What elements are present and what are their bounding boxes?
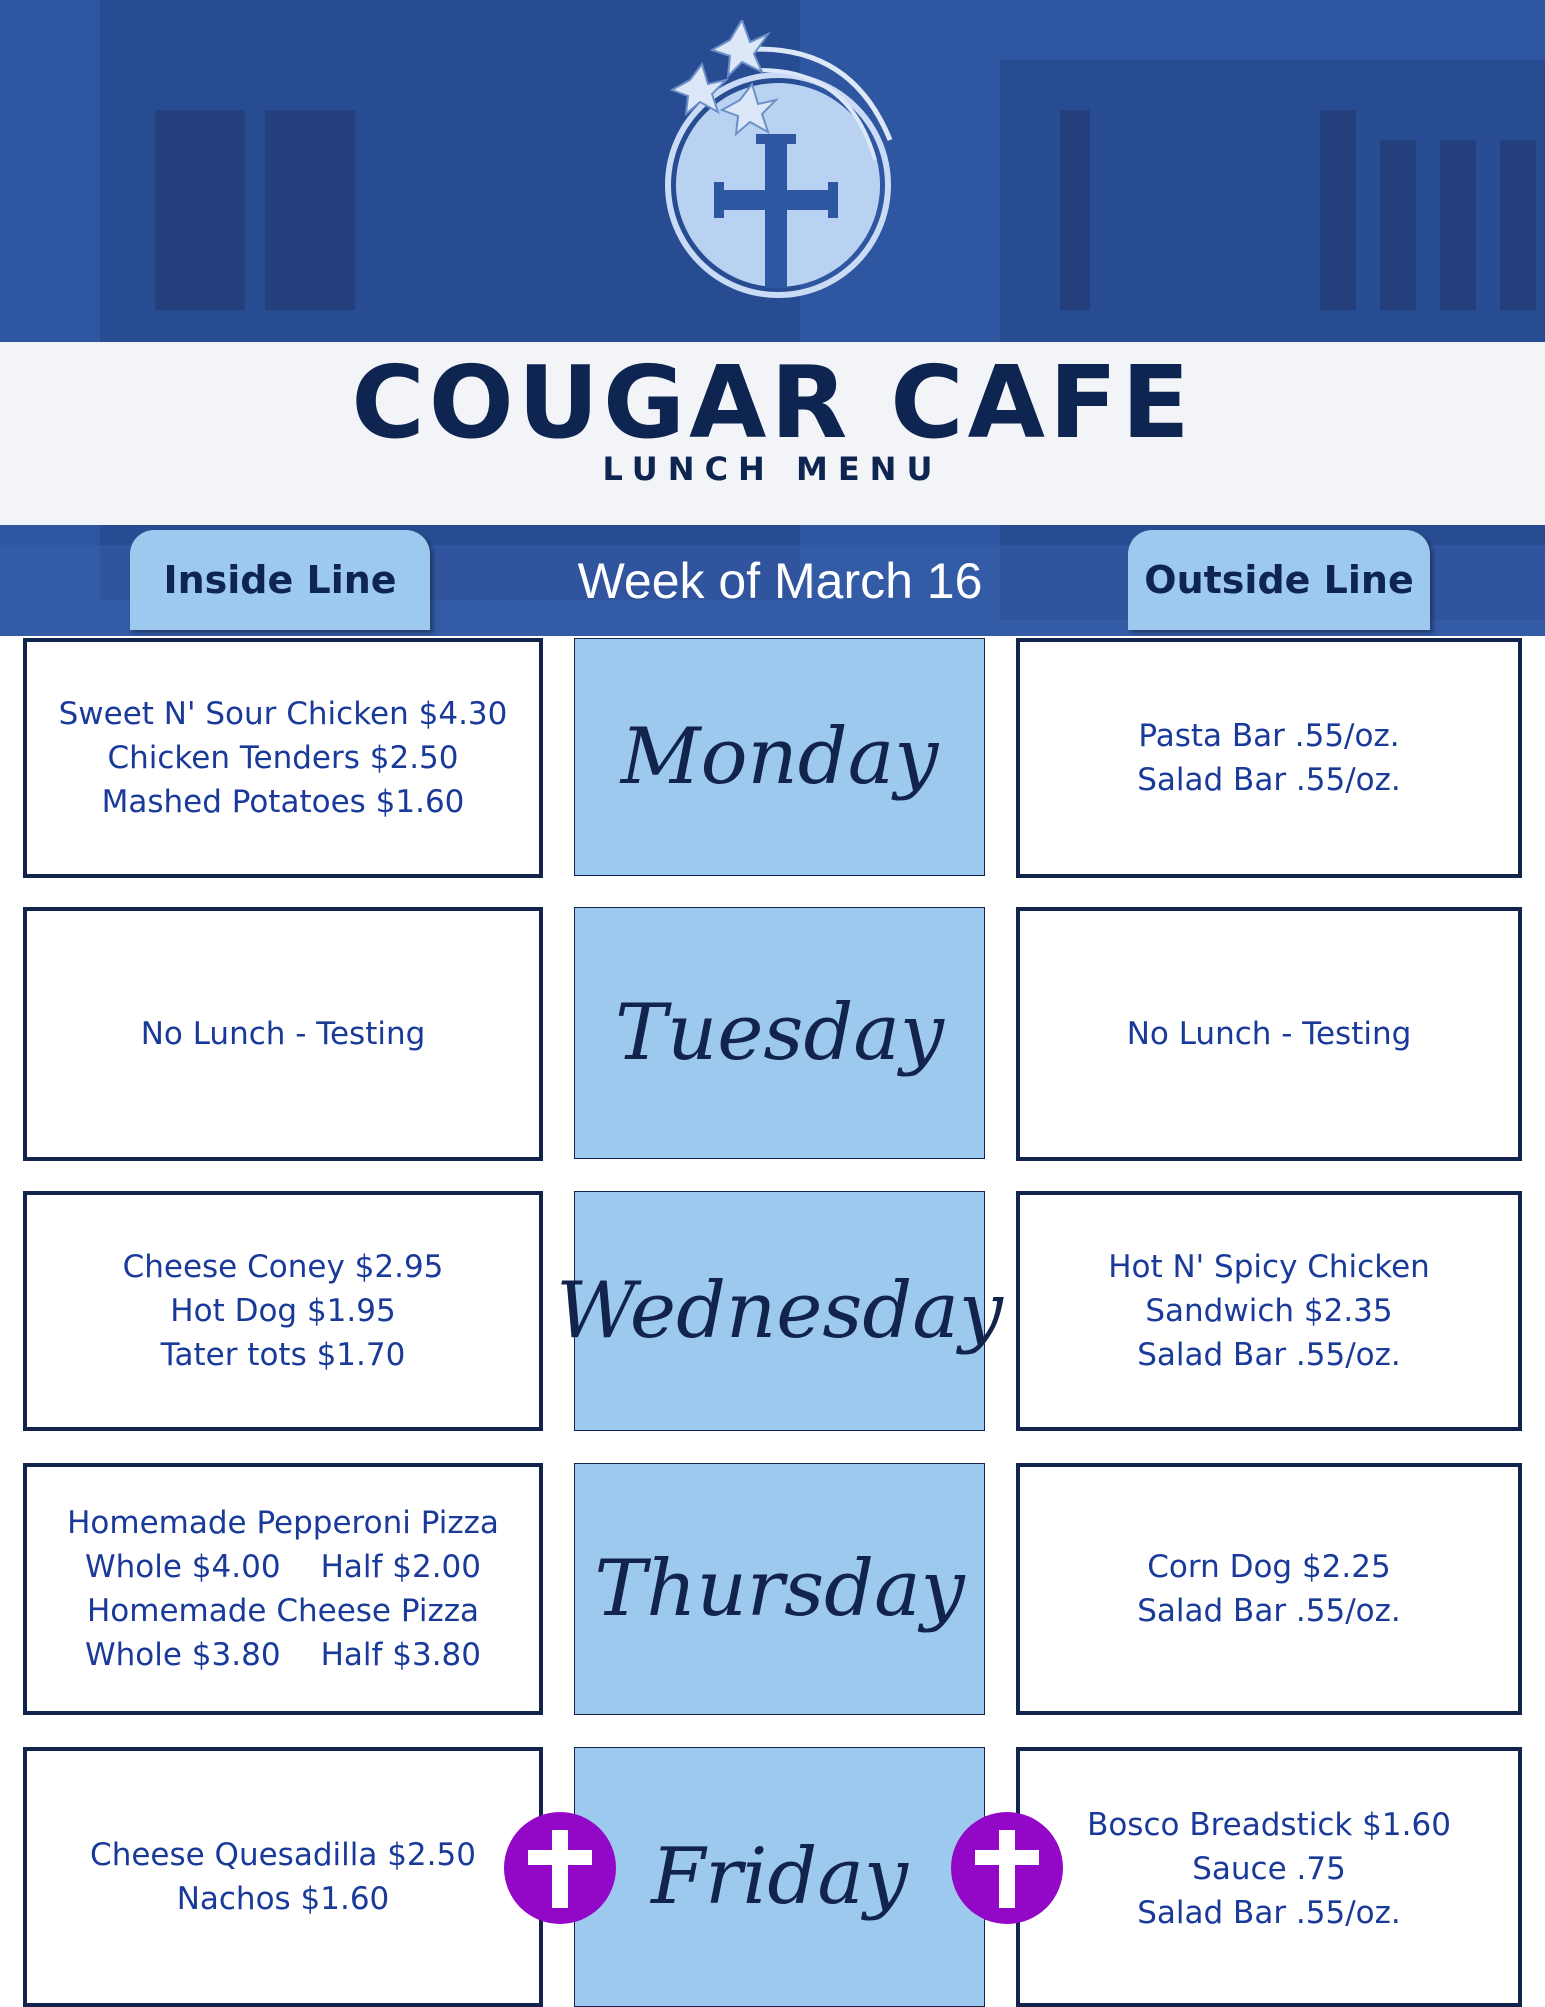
menu-line: Homemade Pepperoni Pizza <box>67 1505 499 1541</box>
outside-menu-tuesday <box>1016 907 1522 1161</box>
school-logo-cross-icon <box>650 20 920 300</box>
price-half: Half $3.80 <box>320 1637 481 1673</box>
inside-menu-thursday <box>23 1463 543 1715</box>
building-window <box>1320 110 1356 310</box>
menu-line: Cheese Coney $2.95 <box>122 1249 444 1285</box>
outside-line-tab <box>1128 530 1430 630</box>
inside-menu-friday <box>23 1747 543 2007</box>
outside-line-label: Outside Line <box>1144 558 1414 602</box>
building-window <box>1060 110 1090 310</box>
menu-line: Corn Dog $2.25 <box>1147 1549 1391 1585</box>
building-window <box>155 110 245 310</box>
menu-line: Salad Bar .55/oz. <box>1137 1593 1401 1629</box>
menu-line: Bosco Breadstick $1.60 <box>1087 1807 1451 1843</box>
menu-line: Tater tots $1.70 <box>160 1337 406 1373</box>
menu-line: Salad Bar .55/oz. <box>1137 762 1401 798</box>
menu-line: Mashed Potatoes $1.60 <box>101 784 465 820</box>
menu-line: Sweet N' Sour Chicken $4.30 <box>58 696 508 732</box>
menu-line: Chicken Tenders $2.50 <box>107 740 459 776</box>
menu-line: No Lunch - Testing <box>1126 1016 1412 1052</box>
building-window <box>265 110 355 310</box>
menu-line: Nachos $1.60 <box>176 1881 390 1917</box>
page-subtitle: LUNCH MENU <box>602 450 943 488</box>
cross-icon <box>951 1812 1063 1924</box>
price-half: Half $2.00 <box>320 1549 481 1585</box>
building-window <box>1380 140 1416 310</box>
outside-menu-monday <box>1016 638 1522 878</box>
menu-line: Pasta Bar .55/oz. <box>1138 718 1400 754</box>
price-whole: Whole $3.80 <box>85 1637 281 1673</box>
outside-menu-wednesday <box>1016 1191 1522 1431</box>
price-row <box>85 1633 481 1677</box>
inside-line-tab <box>130 530 430 630</box>
menu-line: Sandwich $2.35 <box>1145 1293 1393 1329</box>
menu-line: No Lunch - Testing <box>140 1016 426 1052</box>
inside-menu-monday <box>23 638 543 878</box>
menu-line: Sauce .75 <box>1192 1851 1346 1887</box>
menu-line: Hot N' Spicy Chicken <box>1108 1249 1430 1285</box>
day-label-friday: Friday <box>574 1747 985 2007</box>
inside-line-label: Inside Line <box>163 558 397 602</box>
day-label-monday: Monday <box>574 638 985 876</box>
week-label: Week of March 16 <box>577 553 983 609</box>
menu-line: Salad Bar .55/oz. <box>1137 1337 1401 1373</box>
menu-line: Homemade Cheese Pizza <box>86 1593 480 1629</box>
menu-line: Cheese Quesadilla $2.50 <box>90 1837 476 1873</box>
price-whole: Whole $4.00 <box>85 1549 281 1585</box>
inside-menu-tuesday <box>23 907 543 1161</box>
inside-menu-wednesday <box>23 1191 543 1431</box>
school-logo <box>650 20 920 300</box>
price-row <box>85 1545 481 1589</box>
building-window <box>1440 140 1476 310</box>
day-label-thursday: Thursday <box>574 1463 985 1715</box>
building-window <box>1500 140 1536 310</box>
cross-icon <box>504 1812 616 1924</box>
day-label-tuesday: Tuesday <box>574 907 985 1159</box>
day-label-wednesday: Wednesday <box>574 1191 985 1431</box>
outside-menu-friday <box>1016 1747 1522 2007</box>
page-title: COUGAR CAFE <box>351 344 1194 461</box>
menu-line: Hot Dog $1.95 <box>170 1293 396 1329</box>
outside-menu-thursday <box>1016 1463 1522 1715</box>
menu-line: Salad Bar .55/oz. <box>1137 1895 1401 1931</box>
